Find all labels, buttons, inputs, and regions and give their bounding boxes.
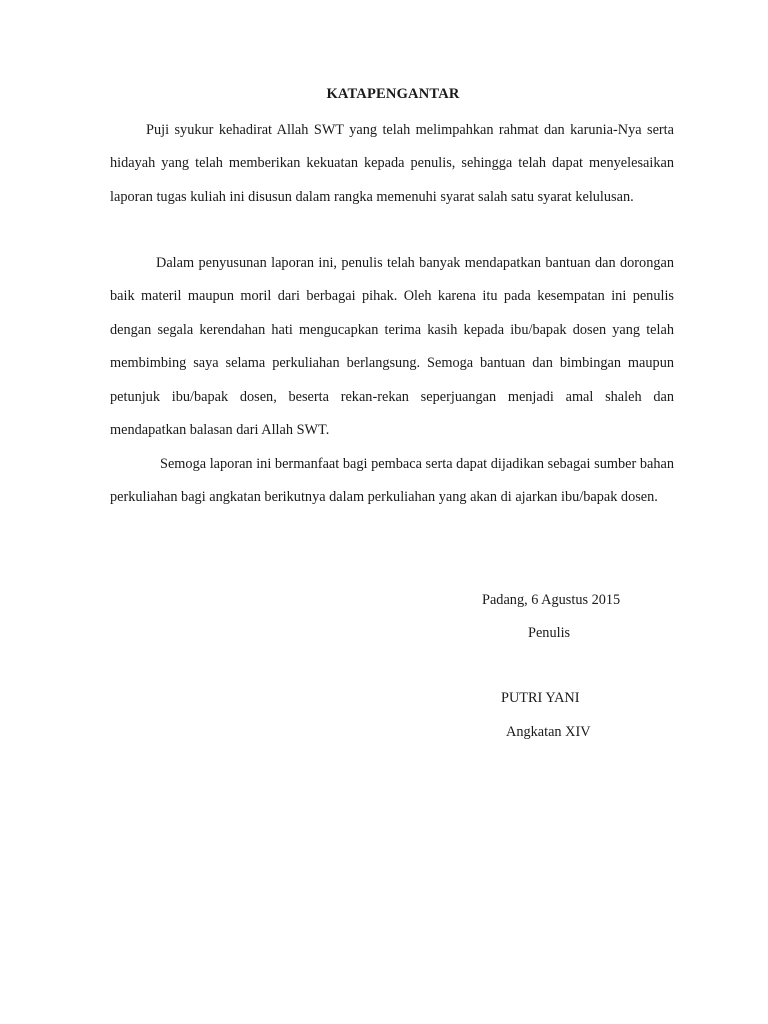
signature-role: Penulis <box>528 625 571 641</box>
signature-batch: Angkatan XIV <box>506 724 591 740</box>
signature-place-date: Padang, 6 Agustus 2015 <box>482 592 621 608</box>
paragraph-2 <box>110 247 674 447</box>
paragraph-3 <box>110 448 674 515</box>
page-title: KATAPENGANTAR <box>326 86 460 102</box>
paragraph-2-text: Dalam penyusunan laporan ini, penulis telah banyak mendapatkan bantuan dan dorongan baik materil maupun moril dari berbagai pihak. Oleh karena itu pada kesempatan ini penulis dengan segala kerendahan hati mengucapkan terima kasih kepada ibu/bapak dosen yang telah membimbing saya selama perkuliahan berlangsung. Semoga bantuan dan bimbingan maupun petunjuk ibu/bapak dosen, beserta rekan-rekan seperjuangan menjadi amal shaleh dan mendapatkan balasan dari Allah SWT. <box>110 255 674 439</box>
paragraph-1-text: Puji syukur kehadirat Allah SWT yang telah melimpahkan rahmat dan karunia-Nya serta hidayah yang telah memberikan kekuatan kepada penulis, sehingga telah dapat menyelesaikan laporan tugas kuliah ini disusun dalam rangka memenuhi syarat salah satu syarat kelulusan. <box>110 122 674 205</box>
paragraph-3-text: Semoga laporan ini bermanfaat bagi pembaca serta dapat dijadikan sebagai sumber bahan perkuliahan bagi angkatan berikutnya dalam perkuliahan yang akan di ajarkan ibu/bapak dosen. <box>110 456 674 506</box>
paragraph-1 <box>110 114 674 214</box>
signature-name: PUTRI YANI <box>501 690 580 706</box>
